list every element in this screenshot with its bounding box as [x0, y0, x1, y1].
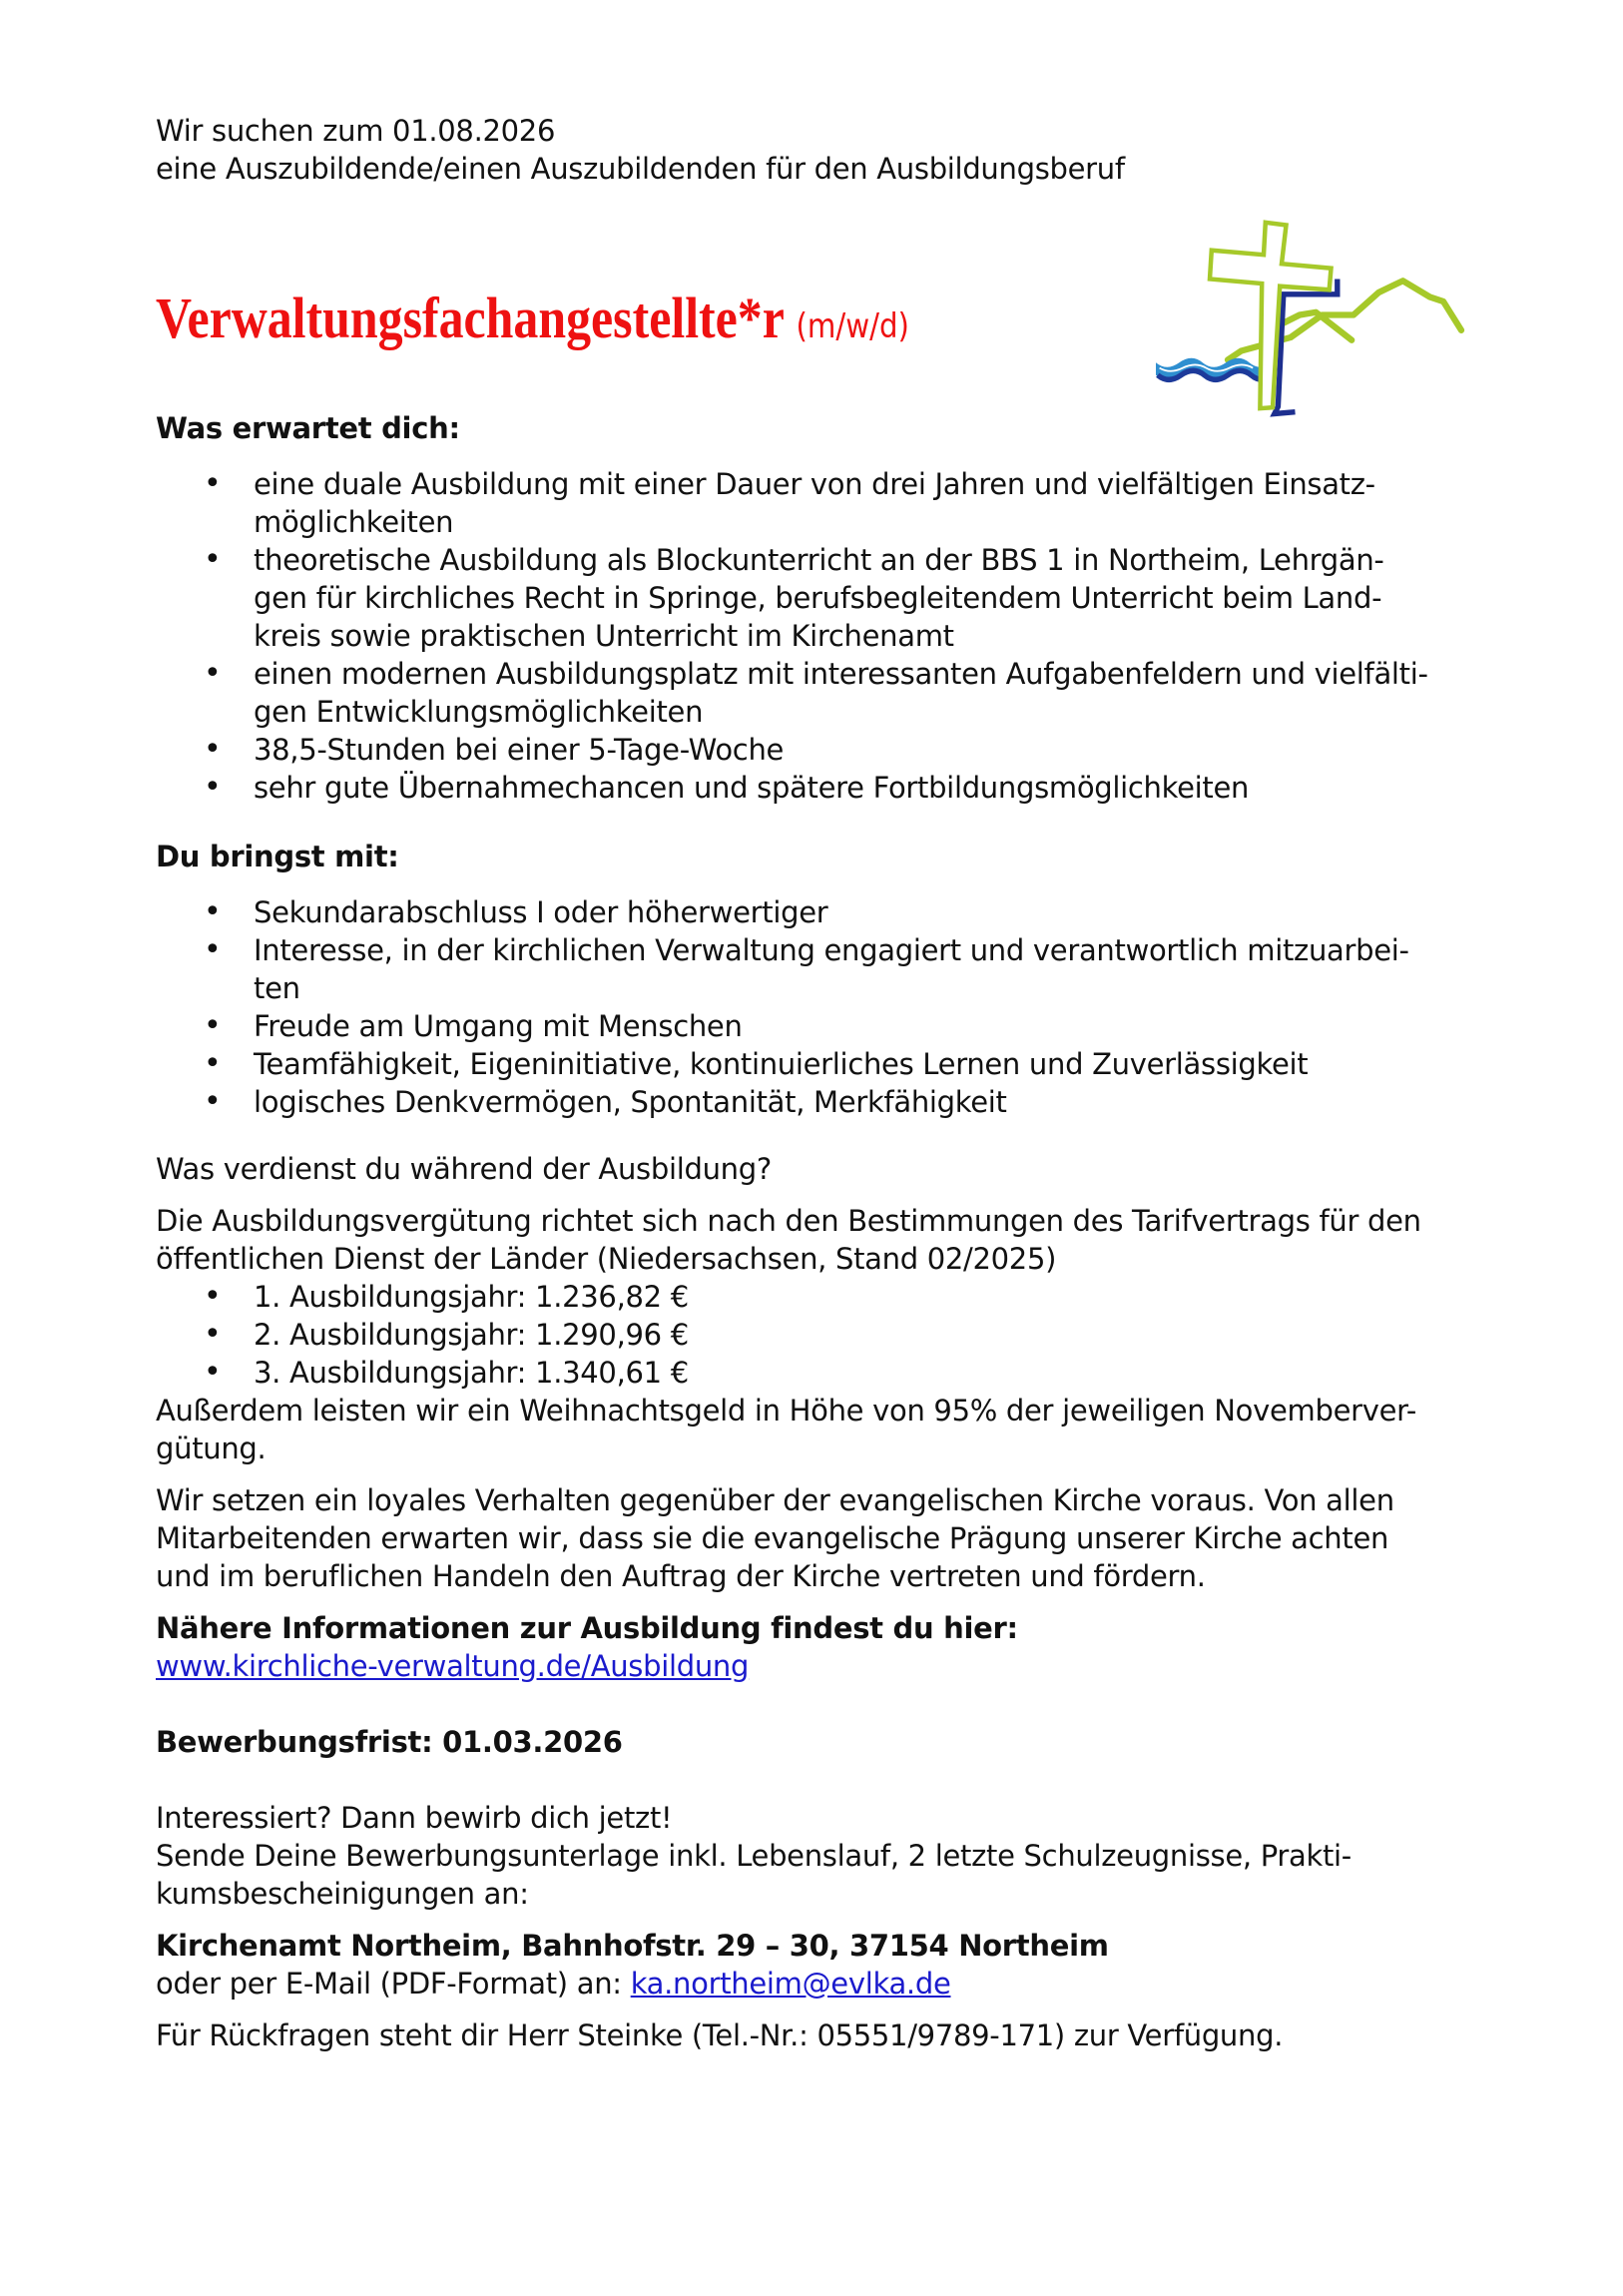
list-item: [156, 655, 1533, 731]
line: Sende Deine Bewerbungsunterlage inkl. Lebenslauf, 2 letzte Schulzeugnisse, Prakti-: [156, 1839, 1352, 1873]
salary-amount: 1.290,96 €: [535, 1318, 689, 1352]
list-bringst: [156, 893, 1533, 1121]
email-link[interactable]: ka.northeim@evlka.de: [630, 1967, 951, 2001]
section-heading-erwartet: Was erwartet dich:: [156, 411, 460, 445]
line: kumsbescheinigungen an:: [156, 1877, 529, 1911]
list-item: [156, 541, 1533, 655]
line: • einen modernen Ausbildungsplatz mit interessanten Aufgabenfeldern und vielfälti-: [254, 657, 1428, 691]
section-heading-bringst: Du bringst mit:: [156, 840, 399, 873]
line: • logisches Denkvermögen, Spontanität, Merkfähigkeit: [254, 1085, 1007, 1119]
list-item: [156, 1045, 1533, 1083]
line: möglichkeiten: [254, 505, 454, 539]
list-item: [156, 1083, 1533, 1121]
gender-suffix: (m/w/d): [796, 306, 909, 346]
line: • theoretische Ausbildung als Blockunterricht an der BBS 1 in Northeim, Lehrgän-: [254, 543, 1384, 577]
intro: [156, 112, 1533, 188]
list-item: [156, 1007, 1533, 1045]
line: ten: [254, 971, 300, 1005]
info-heading: Nähere Informationen zur Ausbildung findest du hier:: [156, 1611, 1018, 1645]
salary-item: [156, 1278, 1533, 1316]
list-erwartet: [156, 465, 1533, 807]
list-item: [156, 465, 1533, 541]
page-title: [156, 284, 909, 361]
apply-call: [156, 1799, 1533, 1913]
line: • eine duale Ausbildung mit einer Dauer von drei Jahren und vielfältigen Einsatz-: [254, 467, 1375, 501]
application-deadline: Bewerbungsfrist: 01.03.2026: [156, 1725, 623, 1759]
line: • sehr gute Übernahmechancen und spätere Fortbildungsmöglichkeiten: [254, 771, 1250, 805]
line: • Freude am Umgang mit Menschen: [254, 1009, 743, 1043]
salary-question: Was verdienst du während der Ausbildung?: [156, 1152, 772, 1186]
intro-line-2: eine Auszubildende/einen Auszubildenden für den Ausbildungsberuf: [156, 152, 1125, 186]
line: • Interesse, in der kirchlichen Verwaltung engagiert und verantwortlich mitzuarbei-: [254, 933, 1409, 967]
line: Interessiert? Dann bewirb dich jetzt!: [156, 1801, 673, 1835]
postal-address: Kirchenamt Northeim, Bahnhofstr. 29 – 30, 37154 Northeim: [156, 1929, 1109, 1963]
salary-year: 2. Ausbildungsjahr:: [254, 1318, 527, 1352]
list-item: [156, 769, 1533, 807]
title-row: [156, 284, 1533, 353]
salary-amount: 1.236,82 €: [535, 1280, 689, 1314]
line: kreis sowie praktischen Unterricht im Kirchenamt: [254, 619, 954, 653]
list-item: [156, 931, 1533, 1007]
line: gen Entwicklungsmöglichkeiten: [254, 695, 704, 729]
line: und im beruflichen Handeln den Auftrag der Kirche vertreten und fördern.: [156, 1559, 1206, 1593]
loyalty-paragraph: [156, 1481, 1533, 1595]
line: gen für kirchliches Recht in Springe, berufsbegleitendem Unterricht beim Land-: [254, 581, 1382, 615]
salary-year: 1. Ausbildungsjahr:: [254, 1280, 527, 1314]
salary-list: [156, 1278, 1533, 1392]
salary-year: 3. Ausbildungsjahr:: [254, 1356, 527, 1390]
line: • Sekundarabschluss I oder höherwertiger: [254, 895, 828, 929]
line: Mitarbeitenden erwarten wir, dass sie die evangelische Prägung unserer Kirche achten: [156, 1521, 1389, 1555]
email-prefix: oder per E-Mail (PDF-Format) an:: [156, 1967, 631, 2001]
job-posting-document: [156, 112, 1533, 2054]
salary-item: [156, 1354, 1533, 1392]
info-link-line: [156, 1647, 1533, 1685]
line: öffentlichen Dienst der Länder (Niedersachsen, Stand 02/2025): [156, 1242, 1057, 1276]
list-item: [156, 893, 1533, 931]
salary-amount: 1.340,61 €: [535, 1356, 689, 1390]
line: gütung.: [156, 1432, 267, 1465]
training-info-link[interactable]: www.kirchliche-verwaltung.de/Ausbildung: [156, 1649, 750, 1683]
salary-item: [156, 1316, 1533, 1354]
email-line: [156, 1965, 1533, 2003]
line: Wir setzen ein loyales Verhalten gegenüber der evangelischen Kirche voraus. Von allen: [156, 1483, 1394, 1517]
list-item: [156, 731, 1533, 769]
line: • 38,5-Stunden bei einer 5-Tage-Woche: [254, 733, 785, 767]
line: Außerdem leisten wir ein Weihnachtsgeld in Höhe von 95% der jeweiligen Novemberver-: [156, 1394, 1417, 1428]
intro-line-1: Wir suchen zum 01.08.2026: [156, 114, 556, 148]
job-title: Verwaltungsfachangestellte*r: [156, 286, 784, 350]
line: Die Ausbildungsvergütung richtet sich nach den Bestimmungen des Tarifvertrags für den: [156, 1204, 1421, 1238]
line: • Teamfähigkeit, Eigeninitiative, kontinuierliches Lernen und Zuverlässigkeit: [254, 1047, 1309, 1081]
salary-intro: [156, 1202, 1533, 1278]
contact-info: Für Rückfragen steht dir Herr Steinke (Tel.-Nr.: 05551/9789-171) zur Verfügung.: [156, 2018, 1284, 2052]
christmas-bonus: [156, 1392, 1533, 1467]
